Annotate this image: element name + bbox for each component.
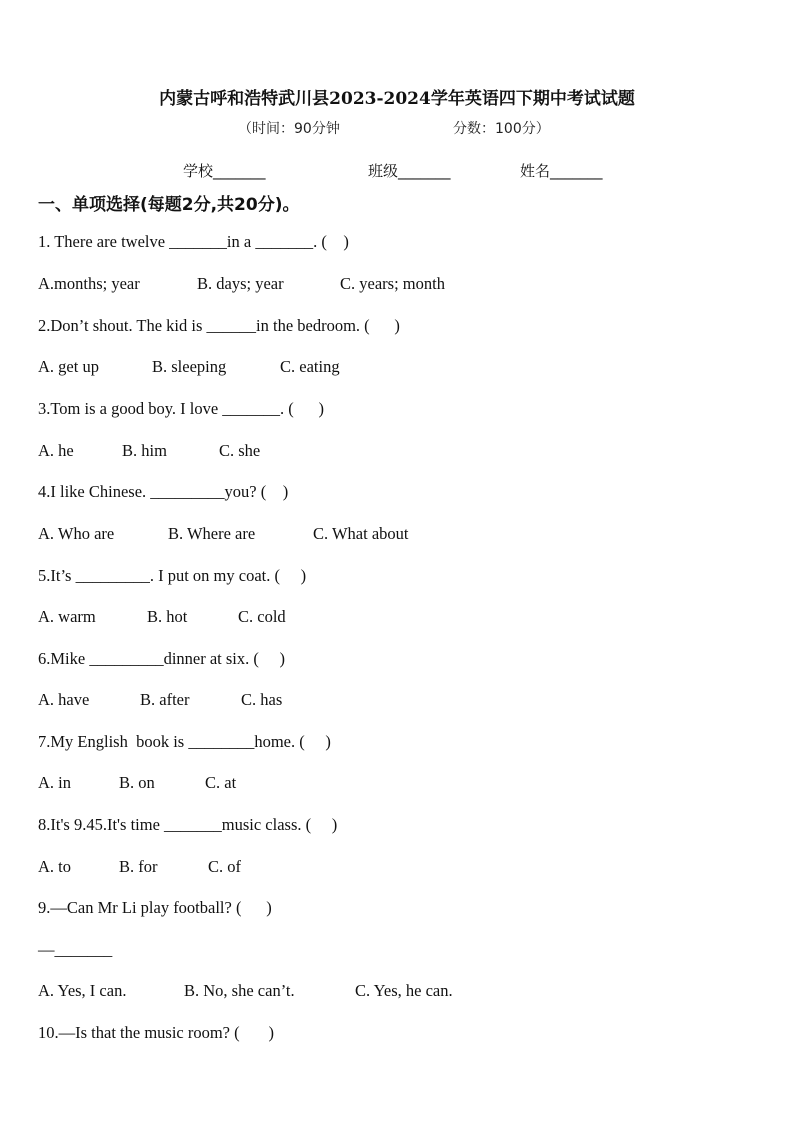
option-b: B. for bbox=[119, 857, 158, 876]
question-options bbox=[38, 690, 282, 710]
option-a: A. in bbox=[38, 773, 71, 792]
question-stem: 8.It's 9.45.It's time _______music class. ( ) bbox=[38, 815, 338, 834]
exam-score: 分数：100分） bbox=[453, 121, 550, 137]
exam-time: （时间：90分钟 bbox=[238, 121, 340, 137]
option-c: C. she bbox=[219, 441, 261, 460]
option-c: C. eating bbox=[280, 357, 340, 376]
question-stem: 1. There are twelve _______in a _______. ( ) bbox=[38, 232, 349, 251]
class-field: 班级_______ bbox=[368, 162, 451, 180]
question-options bbox=[38, 524, 408, 544]
question-options bbox=[38, 357, 340, 377]
name-field: 姓名_______ bbox=[520, 162, 603, 180]
option-b: B. on bbox=[119, 773, 155, 792]
option-a: A. he bbox=[38, 441, 74, 460]
option-c: C. of bbox=[208, 857, 241, 876]
option-a: A. warm bbox=[38, 607, 96, 626]
question-stem: 5.It’s _________. I put on my coat. ( ) bbox=[38, 566, 307, 585]
option-c: C. What about bbox=[313, 524, 409, 543]
option-b: B. after bbox=[140, 690, 190, 709]
question-options bbox=[38, 773, 236, 793]
section-heading: 一、单项选择(每题2分,共20分)。 bbox=[38, 195, 300, 215]
option-c: C. Yes, he can. bbox=[355, 981, 453, 1000]
question-stem: 3.Tom is a good boy. I love _______. ( ) bbox=[38, 399, 325, 418]
option-a: A.months; year bbox=[38, 274, 140, 293]
option-a: A. Who are bbox=[38, 524, 115, 543]
option-b: B. him bbox=[122, 441, 167, 460]
question-stem: 7.My English book is ________home. ( ) bbox=[38, 732, 331, 751]
question-stem: 9.—Can Mr Li play football? ( ) bbox=[38, 898, 272, 917]
option-b: B. sleeping bbox=[152, 357, 227, 376]
option-c: C. has bbox=[241, 690, 283, 709]
question-options bbox=[38, 607, 286, 627]
option-b: B. Where are bbox=[168, 524, 256, 543]
option-b: B. hot bbox=[147, 607, 188, 626]
question-stem: 10.—Is that the music room? ( ) bbox=[38, 1023, 274, 1042]
question-stem: 4.I like Chinese. _________you? ( ) bbox=[38, 482, 289, 501]
exam-meta bbox=[0, 118, 794, 138]
option-c: C. years; month bbox=[340, 274, 445, 293]
option-a: A. have bbox=[38, 690, 90, 709]
question-options bbox=[38, 981, 453, 1001]
option-b: B. No, she can’t. bbox=[184, 981, 295, 1000]
page-title: 内蒙古呼和浩特武川县2023-2024学年英语四下期中考试试题 bbox=[159, 89, 635, 109]
option-a: A. Yes, I can. bbox=[38, 981, 127, 1000]
answer-line: —_______ bbox=[38, 940, 113, 959]
question-options bbox=[38, 274, 445, 294]
school-field: 学校_______ bbox=[183, 162, 266, 180]
question-options bbox=[38, 857, 241, 877]
question-options bbox=[38, 441, 260, 461]
option-a: A. get up bbox=[38, 357, 99, 376]
student-info-fields bbox=[0, 160, 794, 180]
question-stem: 6.Mike _________dinner at six. ( ) bbox=[38, 649, 286, 668]
option-a: A. to bbox=[38, 857, 71, 876]
question-stem: 2.Don’t shout. The kid is ______in the bedroom. ( ) bbox=[38, 316, 400, 335]
option-c: C. cold bbox=[238, 607, 286, 626]
option-c: C. at bbox=[205, 773, 237, 792]
option-b: B. days; year bbox=[197, 274, 284, 293]
